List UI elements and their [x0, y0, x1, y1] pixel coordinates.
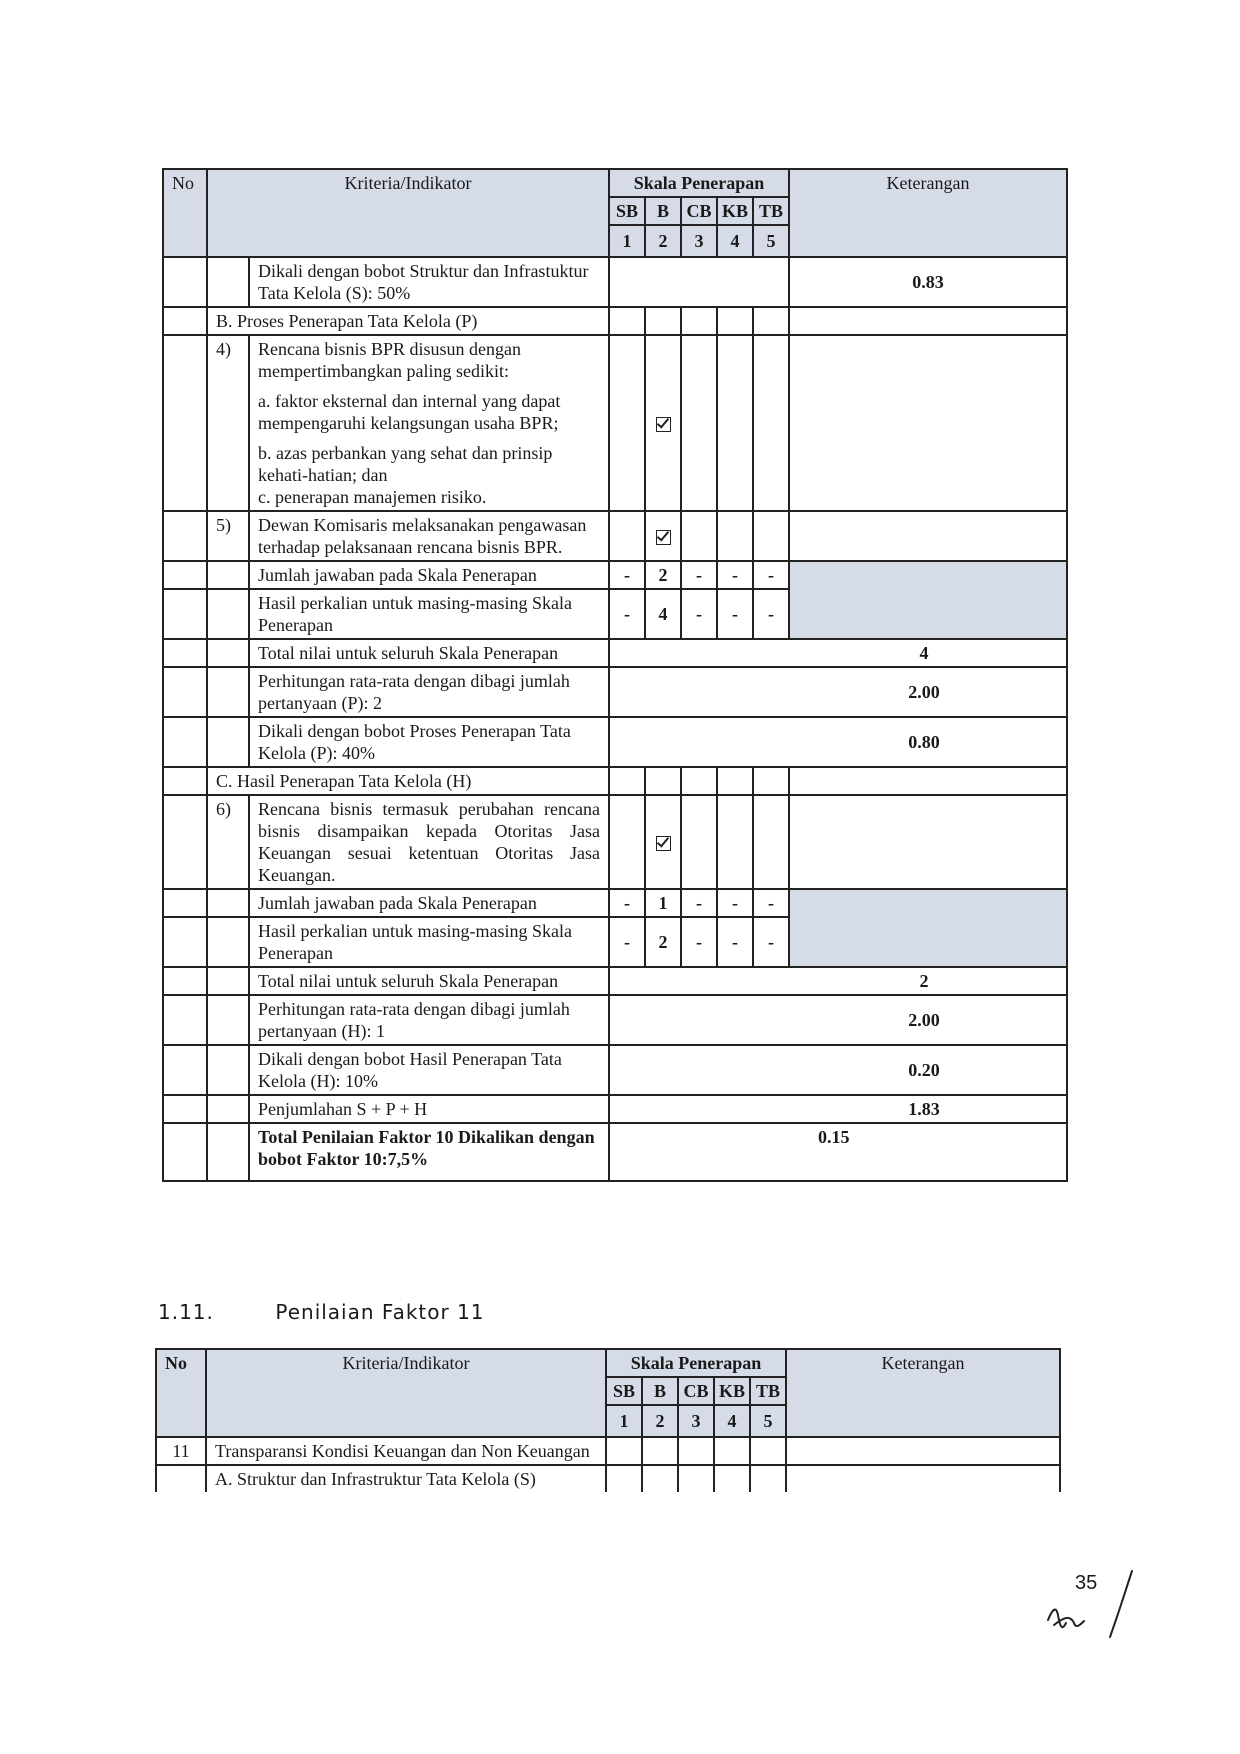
header-row-1 — [163, 169, 1067, 197]
table-row — [163, 307, 1067, 335]
header-num-3: 3 — [681, 225, 717, 257]
sum-label: Penjumlahan S + P + H — [249, 1095, 609, 1123]
s-weight-label: Dikali dengan bobot Struktur dan Infrastuktur Tata Kelola (S): 50% — [249, 257, 609, 307]
h-count-tb: - — [753, 889, 789, 917]
item5-check-b[interactable] — [645, 511, 681, 561]
p-product-b: 4 — [645, 589, 681, 639]
header-code-kb: KB — [717, 197, 753, 225]
p-count-label: Jumlah jawaban pada Skala Penerapan — [249, 561, 609, 589]
h-product-b: 2 — [645, 917, 681, 967]
header-code-kb: KB — [714, 1377, 750, 1405]
header-code-sb: SB — [609, 197, 645, 225]
checkbox-checked-icon — [656, 417, 671, 432]
p-product-tb: - — [753, 589, 789, 639]
header-num-4: 4 — [714, 1405, 750, 1437]
item5-no: 5) — [207, 511, 249, 561]
p-total-label: Total nilai untuk seluruh Skala Penerapan — [249, 639, 609, 667]
final-label: Total Penilaian Faktor 10 Dikalikan dengan bobot Faktor 10:7,5% — [249, 1123, 609, 1181]
header-kriteria: Kriteria/Indikator — [207, 169, 609, 257]
section-11-title: Penilaian Faktor 11 — [275, 1300, 485, 1324]
item6-no: 6) — [207, 795, 249, 889]
item4-c: c. penerapan manajemen risiko. — [258, 487, 487, 507]
header-keterangan: Keterangan — [786, 1349, 1060, 1437]
factor11-no: 11 — [156, 1437, 206, 1465]
header-code-tb: TB — [750, 1377, 786, 1405]
s-weight-value: 0.83 — [789, 257, 1067, 307]
header-kriteria: Kriteria/Indikator — [206, 1349, 606, 1437]
shaded-cell — [789, 561, 1067, 639]
table-row — [163, 795, 1067, 889]
header-num-1: 1 — [606, 1405, 642, 1437]
factor11-section-a: A. Struktur dan Infrastruktur Tata Kelola (S) — [206, 1465, 606, 1492]
table-row — [163, 639, 1067, 667]
h-count-b: 1 — [645, 889, 681, 917]
factor11-table — [155, 1348, 1061, 1492]
header-num-5: 5 — [753, 225, 789, 257]
factor11-title: Transparansi Kondisi Keuangan dan Non Keuangan — [206, 1437, 606, 1465]
page-number: 35 — [1075, 1572, 1098, 1594]
header-code-cb: CB — [678, 1377, 714, 1405]
p-avg-value: 2.00 — [609, 667, 1067, 717]
header-code-b: B — [645, 197, 681, 225]
sum-value: 1.83 — [609, 1095, 1067, 1123]
item4-no: 4) — [207, 335, 249, 511]
final-value: 0.15 — [609, 1123, 1067, 1181]
item6-text: Rencana bisnis termasuk perubahan rencana bisnis disampaikan kepada Otoritas Jasa Keuangan sesuai ketentuan Otoritas Jasa Keuangan. — [249, 795, 609, 889]
item6-check-b[interactable] — [645, 795, 681, 889]
section-11-heading — [158, 1300, 485, 1324]
p-count-b: 2 — [645, 561, 681, 589]
table-row — [163, 767, 1067, 795]
header-code-sb: SB — [606, 1377, 642, 1405]
table-row — [163, 561, 1067, 589]
table-row — [156, 1437, 1060, 1465]
h-count-cb: - — [681, 889, 717, 917]
table-row — [163, 335, 1067, 511]
header-skala: Skala Penerapan — [606, 1349, 786, 1377]
table-row — [163, 717, 1067, 767]
item5-text: Dewan Komisaris melaksanakan pengawasan terhadap pelaksanaan rencana bisnis BPR. — [249, 511, 609, 561]
p-count-tb: - — [753, 561, 789, 589]
h-count-label: Jumlah jawaban pada Skala Penerapan — [249, 889, 609, 917]
header-no: No — [163, 169, 207, 257]
checkbox-checked-icon — [656, 836, 671, 851]
h-weight-label: Dikali dengan bobot Hasil Penerapan Tata Kelola (H): 10% — [249, 1045, 609, 1095]
h-count-sb: - — [609, 889, 645, 917]
h-product-cb: - — [681, 917, 717, 967]
table-row — [163, 1045, 1067, 1095]
handwritten-initials-icon — [1040, 1565, 1150, 1645]
h-total-value: 2 — [609, 967, 1067, 995]
p-total-value: 4 — [609, 639, 1067, 667]
h-product-kb: - — [717, 917, 753, 967]
table-row — [156, 1465, 1060, 1492]
header-num-2: 2 — [642, 1405, 678, 1437]
table-row — [163, 1095, 1067, 1123]
table-row — [163, 967, 1067, 995]
p-weight-label: Dikali dengan bobot Proses Penerapan Tata Kelola (P): 40% — [249, 717, 609, 767]
h-avg-value: 2.00 — [609, 995, 1067, 1045]
header-num-1: 1 — [609, 225, 645, 257]
factor10-table — [162, 168, 1068, 1182]
h-product-label: Hasil perkalian untuk masing-masing Skala Penerapan — [249, 917, 609, 967]
header-code-b: B — [642, 1377, 678, 1405]
p-count-cb: - — [681, 561, 717, 589]
p-product-kb: - — [717, 589, 753, 639]
table-row — [163, 889, 1067, 917]
p-weight-value: 0.80 — [609, 717, 1067, 767]
header-keterangan: Keterangan — [789, 169, 1067, 257]
p-count-kb: - — [717, 561, 753, 589]
checkbox-checked-icon — [656, 530, 671, 545]
h-product-tb: - — [753, 917, 789, 967]
item4-text — [249, 335, 609, 511]
header-num-2: 2 — [645, 225, 681, 257]
item4-check-b[interactable] — [645, 335, 681, 511]
p-product-label: Hasil perkalian untuk masing-masing Skala Penerapan — [249, 589, 609, 639]
header-no: No — [156, 1349, 206, 1437]
header-skala: Skala Penerapan — [609, 169, 789, 197]
p-product-cb: - — [681, 589, 717, 639]
p-avg-label: Perhitungan rata-rata dengan dibagi jumlah pertanyaan (P): 2 — [249, 667, 609, 717]
header-code-tb: TB — [753, 197, 789, 225]
h-product-sb: - — [609, 917, 645, 967]
header-num-4: 4 — [717, 225, 753, 257]
item4-a: a. faktor eksternal dan internal yang dapat mempengaruhi kelangsungan usaha BPR; — [258, 391, 561, 433]
table-row — [163, 667, 1067, 717]
header-row-1 — [156, 1349, 1060, 1377]
shaded-cell — [789, 889, 1067, 967]
table-row — [163, 257, 1067, 307]
item4-b: b. azas perbankan yang sehat dan prinsip kehati-hatian; dan — [258, 443, 553, 485]
h-count-kb: - — [717, 889, 753, 917]
section-c-title: C. Hasil Penerapan Tata Kelola (H) — [207, 767, 609, 795]
header-code-cb: CB — [681, 197, 717, 225]
item4-intro: Rencana bisnis BPR disusun dengan mempertimbangkan paling sedikit: — [258, 339, 521, 381]
h-total-label: Total nilai untuk seluruh Skala Penerapan — [249, 967, 609, 995]
table-row — [163, 511, 1067, 561]
h-avg-label: Perhitungan rata-rata dengan dibagi jumlah pertanyaan (H): 1 — [249, 995, 609, 1045]
p-product-sb: - — [609, 589, 645, 639]
table-row — [163, 995, 1067, 1045]
header-num-5: 5 — [750, 1405, 786, 1437]
table-row — [163, 1123, 1067, 1181]
section-11-number: 1.11. — [158, 1300, 214, 1324]
p-count-sb: - — [609, 561, 645, 589]
section-b-title: B. Proses Penerapan Tata Kelola (P) — [207, 307, 609, 335]
header-num-3: 3 — [678, 1405, 714, 1437]
h-weight-value: 0.20 — [609, 1045, 1067, 1095]
